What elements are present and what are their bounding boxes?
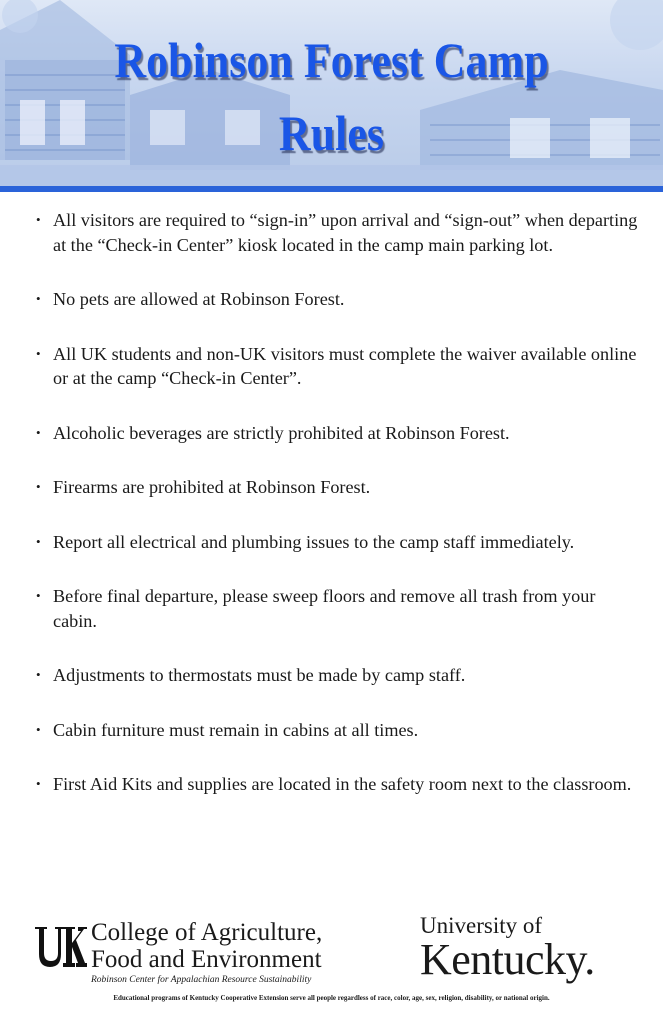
rule-item: • Alcoholic beverages are strictly prohibited at Robinson Forest. [30,421,640,446]
uk-logo-icon [33,925,87,969]
college-name-line-1: College of Agriculture, [91,919,323,946]
page-title-line-2: Rules [278,105,385,161]
rule-item: • All UK students and non-UK visitors must complete the waiver available online or at the camp “Check-in Center”. [30,342,640,391]
rule-item: • Report all electrical and plumbing issues to the camp staff immediately. [30,530,640,555]
rule-item: • First Aid Kits and supplies are located in the safety room next to the classroom. [30,772,640,797]
rules-list [30,208,640,827]
rule-item: • Before final departure, please sweep floors and remove all trash from your cabin. [30,584,640,633]
college-name-line-2: Food and Environment [91,946,322,973]
rule-item: • Adjustments to thermostats must be made by camp staff. [30,663,640,688]
center-name: Robinson Center for Appalachian Resource Sustainability [91,975,312,985]
disclaimer-text: Educational programs of Kentucky Cooperative Extension serve all people regardless of race, color, age, sex, religion, disability, or national origin. [113,994,550,1002]
header-divider [0,186,663,192]
rule-item: • Firearms are prohibited at Robinson Forest. [30,475,640,500]
kentucky-wordmark: Kentucky. [420,935,595,984]
university-of-text: University of [420,913,543,938]
page-title-line-1: Robinson Forest Camp [114,32,549,88]
college-logo [33,917,373,997]
university-logo [420,912,620,992]
rule-item: • All visitors are required to “sign-in” upon arrival and “sign-out” when departing at the “Check-in Center” kiosk located in the camp main parking lot. [30,208,640,257]
header-banner [0,0,663,186]
rule-item: • Cabin furniture must remain in cabins at all times. [30,718,640,743]
rule-item: • No pets are allowed at Robinson Forest. [30,287,640,312]
